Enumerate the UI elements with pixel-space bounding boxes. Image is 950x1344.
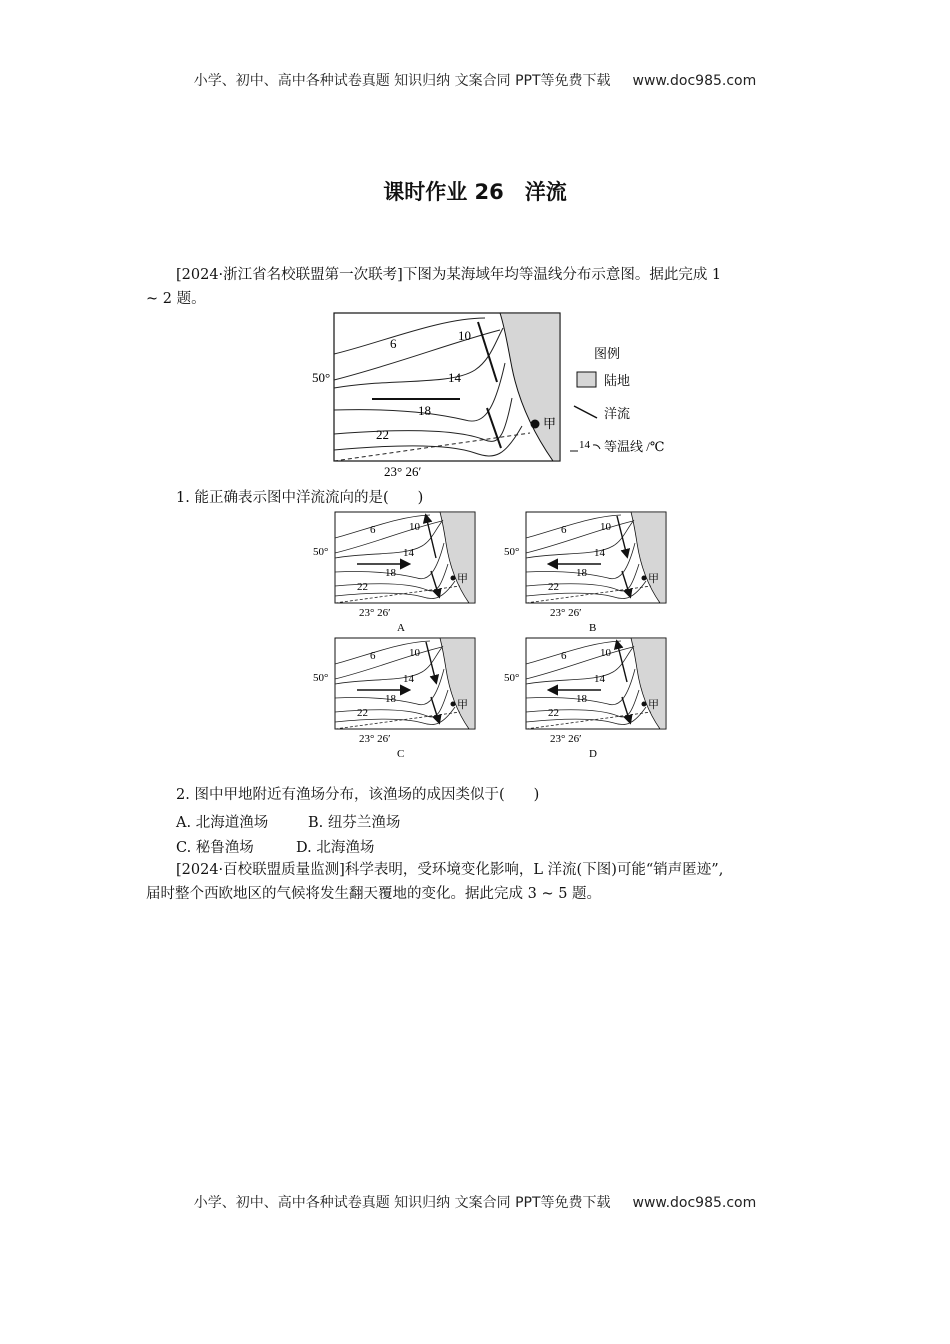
d-iso-10: 10 — [600, 647, 611, 659]
c-jia: 甲 — [457, 699, 468, 711]
page-footer — [0, 1192, 950, 1212]
b-jia: 甲 — [648, 573, 659, 585]
b-iso-6: 6 — [561, 524, 567, 536]
label-c: C — [397, 748, 405, 760]
a-iso-14: 14 — [403, 547, 414, 559]
intro-1-line1: [2024·浙江省名校联盟第一次联考]下图为某海域年均等温线分布示意图。据此完成 1 — [176, 267, 722, 283]
legend-land: 陆地 — [604, 373, 631, 388]
legend-iso-label: 等温线 /℃ — [604, 439, 665, 454]
q2-option-c[interactable]: C. 秘鲁渔场 — [176, 840, 254, 856]
b-lat: 50° — [504, 546, 520, 558]
a-iso-18: 18 — [385, 567, 396, 579]
c-lat: 50° — [313, 672, 329, 684]
c-tropic: 23° 26′ — [359, 733, 391, 745]
tropic-label: 23° 26′ — [384, 464, 422, 479]
q2-option-a[interactable]: A. 北海道渔场 — [176, 815, 269, 831]
b-iso-14: 14 — [594, 547, 605, 559]
place-jia: 甲 — [543, 416, 557, 431]
d-iso-6: 6 — [561, 650, 567, 662]
header-site[interactable]: www.doc985.com — [632, 73, 757, 89]
b-tropic: 23° 26′ — [550, 607, 582, 619]
main-isotherm-map — [300, 308, 690, 480]
c-iso-10: 10 — [409, 647, 420, 659]
intro-1 — [176, 263, 816, 287]
b-iso-22: 22 — [548, 581, 559, 593]
c-iso-6: 6 — [370, 650, 376, 662]
legend-iso-value: 14 — [579, 439, 590, 451]
label-a: A — [397, 622, 405, 634]
page-title: 课时作业 26 洋流 — [383, 180, 567, 204]
b-iso-18: 18 — [576, 567, 587, 579]
a-iso-10: 10 — [409, 521, 420, 533]
header-text: 小学、初中、高中各种试卷真题 知识归纳 文案合同 PPT等免费下载 — [193, 73, 611, 89]
question-2: 2. 图中甲地附近有渔场分布，该渔场的成因类似于( ) — [176, 787, 540, 803]
c-iso-18: 18 — [385, 693, 396, 705]
b-iso-10: 10 — [600, 521, 611, 533]
d-iso-18: 18 — [576, 693, 587, 705]
iso-18: 18 — [418, 403, 431, 418]
a-tropic: 23° 26′ — [359, 607, 391, 619]
footer-site[interactable]: www.doc985.com — [632, 1195, 757, 1211]
c-iso-14: 14 — [403, 673, 414, 685]
intro-1-line2: ~ 2 题。 — [146, 291, 206, 307]
legend-title: 图例 — [594, 346, 621, 361]
iso-10: 10 — [458, 328, 471, 343]
a-iso-6: 6 — [370, 524, 376, 536]
label-b: B — [589, 622, 597, 634]
question-1: 1. 能正确表示图中洋流流向的是( ) — [176, 490, 424, 506]
intro-2-line2: 届时整个西欧地区的气候将发生翻天覆地的变化。据此完成 3 ~ 5 题。 — [146, 886, 602, 902]
legend-current-icon — [574, 406, 597, 418]
d-iso-22: 22 — [548, 707, 559, 719]
option-maps — [305, 508, 685, 760]
legend-current: 洋流 — [604, 406, 631, 421]
a-lat: 50° — [313, 546, 329, 558]
d-iso-14: 14 — [594, 673, 605, 685]
iso-14: 14 — [448, 370, 461, 385]
page-header — [0, 70, 950, 90]
d-jia: 甲 — [648, 699, 659, 711]
iso-22: 22 — [376, 427, 389, 442]
a-jia: 甲 — [457, 573, 468, 585]
footer-text: 小学、初中、高中各种试卷真题 知识归纳 文案合同 PPT等免费下载 — [193, 1195, 611, 1211]
label-d: D — [589, 748, 597, 760]
d-lat: 50° — [504, 672, 520, 684]
d-tropic: 23° 26′ — [550, 733, 582, 745]
lat-label: 50° — [312, 370, 331, 385]
intro-2-line1: [2024·百校联盟质量监测]科学表明，受环境变化影响，L 洋流(下图)可能“销声匿迹”, — [176, 862, 724, 878]
q2-option-d[interactable]: D. 北海渔场 — [296, 840, 375, 856]
iso-6: 6 — [390, 336, 397, 351]
q2-option-b[interactable]: B. 纽芬兰渔场 — [308, 815, 401, 831]
c-iso-22: 22 — [357, 707, 368, 719]
a-iso-22: 22 — [357, 581, 368, 593]
